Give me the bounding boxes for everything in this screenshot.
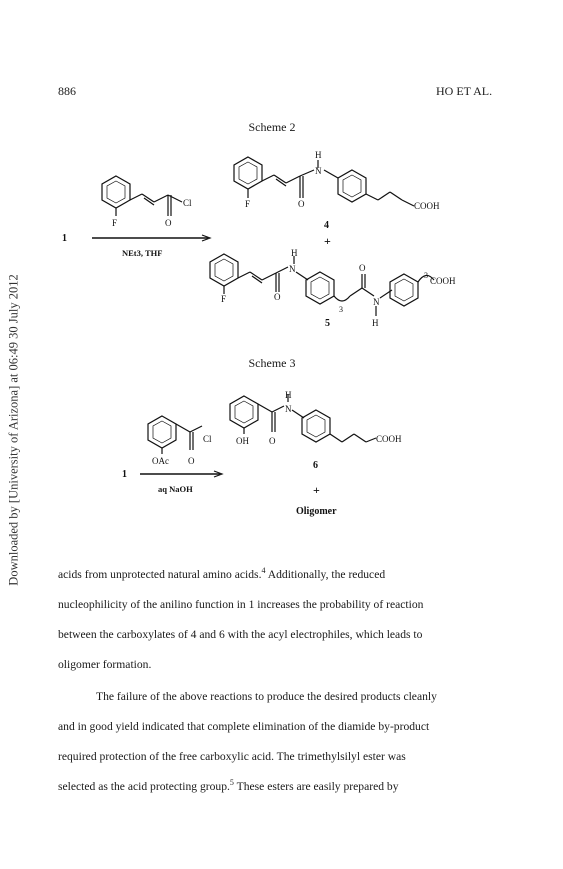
atom-o: O	[359, 263, 366, 273]
atom-o: O	[165, 218, 172, 228]
atom-o: O	[274, 292, 281, 302]
atom-cooh: COOH	[430, 276, 456, 286]
scheme3-reagents: aq NaOH	[158, 484, 193, 494]
oligomer-label: Oligomer	[296, 506, 337, 517]
running-head: HO ET AL.	[436, 84, 493, 98]
scheme3-title: Scheme 3	[248, 356, 296, 370]
atom-h: H	[315, 150, 322, 160]
body-line-1: acids from unprotected natural amino acids.$^4$ Additionally, the reduced	[58, 566, 386, 581]
download-notice	[6, 250, 22, 610]
atom-f: F	[245, 199, 251, 209]
atom-h: H	[285, 390, 292, 400]
atom-o: O	[269, 436, 276, 446]
atom-sub3: 3	[339, 305, 343, 314]
atom-o: O	[188, 456, 195, 466]
download-notice-text: Downloaded by [University of Arizona] at 06:49 30 July 2012	[6, 274, 21, 586]
body-line-4: oligomer formation.	[58, 658, 152, 671]
scheme2-plus: +	[324, 234, 331, 248]
body-line-5: The failure of the above reactions to produce the desired products cleanly	[96, 690, 437, 703]
atom-n: N	[315, 166, 322, 176]
atom-n: N	[289, 264, 296, 274]
atom-cooh: COOH	[414, 201, 440, 211]
atom-h: H	[372, 318, 379, 328]
atom-h: H	[291, 248, 298, 258]
atom-cl: Cl	[183, 198, 192, 208]
product-5-label: 5	[325, 318, 330, 329]
atom-o: O	[298, 199, 305, 209]
scheme3-plus: +	[313, 483, 320, 497]
body-line-8: selected as the acid protecting group.$^5$ These esters are easily prepared by	[58, 778, 399, 793]
body-line-7: required protection of the free carboxylic acid. The trimethylsilyl ester was	[58, 750, 406, 763]
atom-oh: OH	[236, 436, 249, 446]
atom-n: N	[285, 404, 292, 414]
body-line-3: between the carboxylates of 4 and 6 with the acyl electrophiles, which leads to	[58, 628, 423, 641]
scheme2-reagents: NEt3, THF	[122, 248, 163, 258]
atom-cooh: COOH	[376, 434, 402, 444]
scheme2-diagram	[58, 140, 518, 350]
atom-oac: OAc	[152, 456, 169, 466]
scheme3-diagram	[58, 376, 518, 526]
page-number: 886	[58, 84, 76, 98]
product-4-label: 4	[324, 220, 329, 231]
atom-f: F	[112, 218, 118, 228]
reactant-1-label: 1	[62, 233, 67, 244]
scheme2-title: Scheme 2	[248, 120, 296, 134]
reactant-1-label: 1	[122, 469, 127, 480]
body-line-2: nucleophilicity of the anilino function in 1 increases the probability of reaction	[58, 598, 424, 611]
atom-f: F	[221, 294, 227, 304]
atom-cl: Cl	[203, 434, 212, 444]
product-6-label: 6	[313, 460, 318, 471]
atom-sub3: 3	[424, 271, 428, 280]
body-line-6: and in good yield indicated that complete elimination of the diamide by-product	[58, 720, 430, 733]
atom-n: N	[373, 297, 380, 307]
